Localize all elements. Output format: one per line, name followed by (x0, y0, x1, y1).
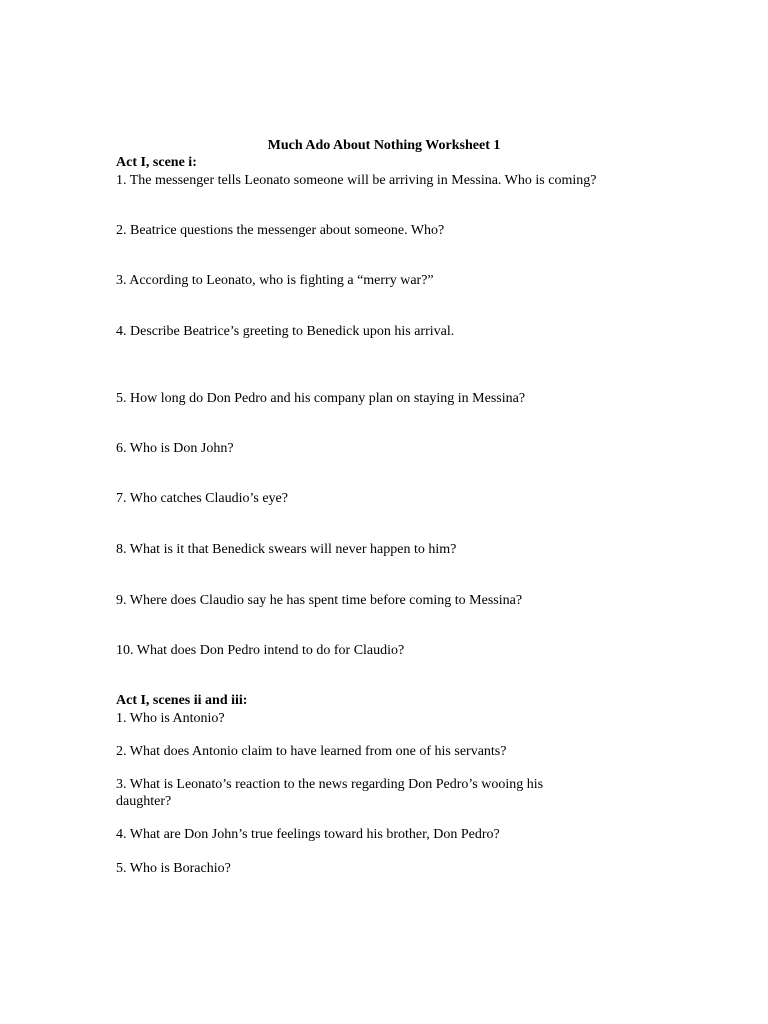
question-1-2: 2. Beatrice questions the messenger about someone. Who? (116, 223, 445, 238)
question-1-6: 6. Who is Don John? (116, 441, 234, 456)
question-1-10: 10. What does Don Pedro intend to do for Claudio? (116, 643, 405, 658)
question-2-5: 5. Who is Borachio? (116, 861, 231, 876)
question-1-5: 5. How long do Don Pedro and his company plan on staying in Messina? (116, 391, 526, 406)
question-1-7: 7. Who catches Claudio’s eye? (116, 491, 288, 506)
question-2-1: 1. Who is Antonio? (116, 711, 225, 726)
question-2-4: 4. What are Don John’s true feelings toward his brother, Don Pedro? (116, 827, 500, 842)
question-1-1: 1. The messenger tells Leonato someone will be arriving in Messina. Who is coming? (116, 173, 597, 188)
question-1-3: 3. According to Leonato, who is fighting a “merry war?” (116, 273, 434, 288)
section-heading-act1-scene1: Act I, scene i: (116, 155, 197, 170)
question-2-3-continued: daughter? (116, 794, 172, 809)
question-2-3: 3. What is Leonato’s reaction to the news regarding Don Pedro’s wooing his (116, 777, 544, 792)
question-2-2: 2. What does Antonio claim to have learned from one of his servants? (116, 744, 507, 759)
question-1-8: 8. What is it that Benedick swears will never happen to him? (116, 542, 457, 557)
worksheet-title: Much Ado About Nothing Worksheet 1 (267, 138, 501, 153)
section-heading-act1-scenes2-3: Act I, scenes ii and iii: (116, 693, 248, 708)
question-1-4: 4. Describe Beatrice’s greeting to Benedick upon his arrival. (116, 324, 455, 339)
question-1-9: 9. Where does Claudio say he has spent time before coming to Messina? (116, 593, 523, 608)
